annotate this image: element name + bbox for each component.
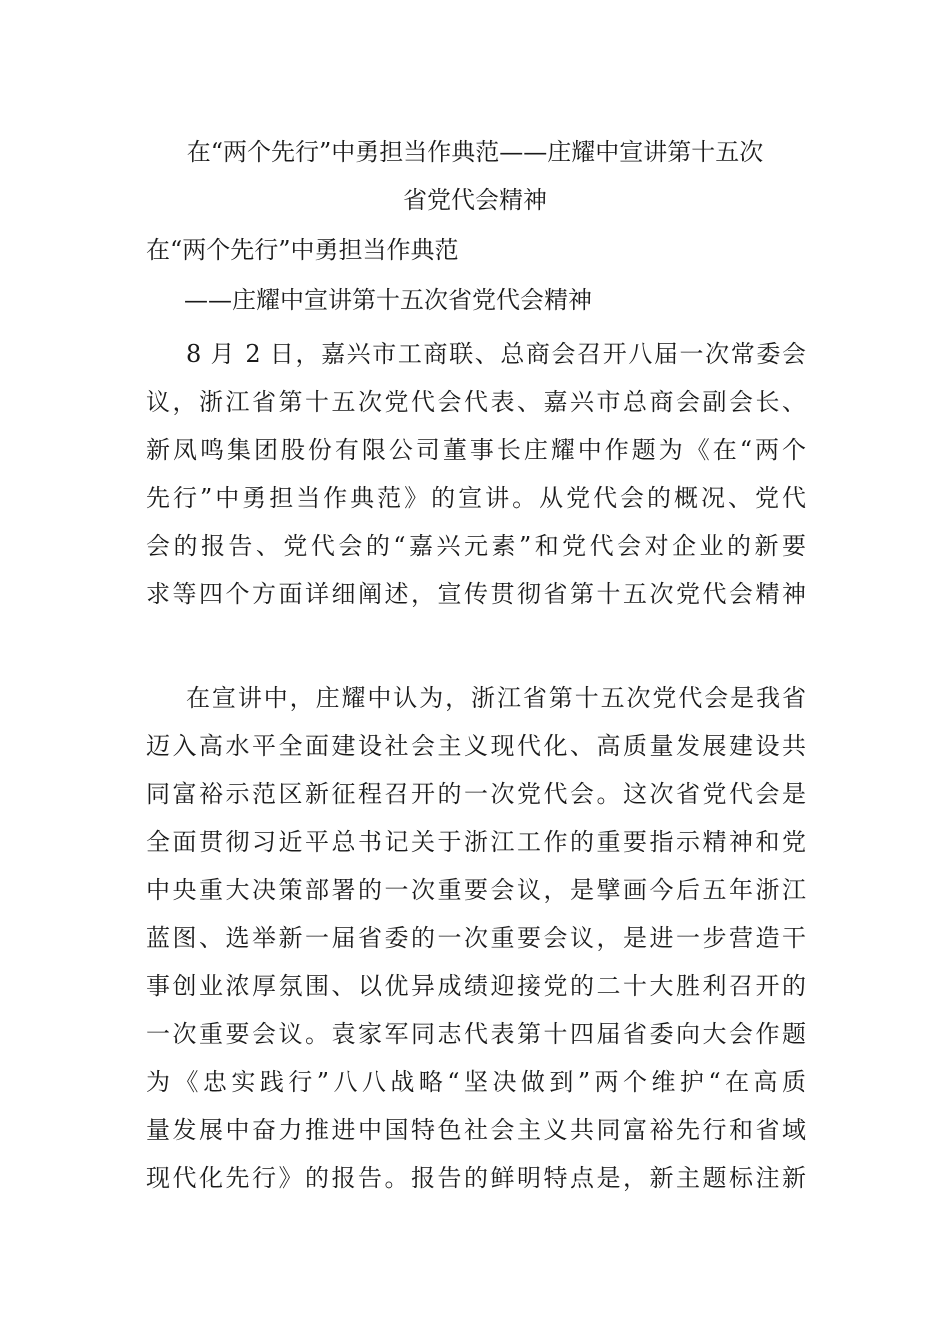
paragraph-line: 8 月 2 日，嘉兴市工商联、总商会召开八届一次常委会 bbox=[186, 340, 806, 368]
paragraph-line: 会的报告、党代会的“嘉兴元素”和党代会对企业的新要 bbox=[146, 532, 806, 560]
subheading-line-2: ——庄耀中宣讲第十五次省党代会精神 bbox=[184, 286, 592, 314]
paragraph-line: 先行”中勇担当作典范》的宣讲。从党代会的概况、党代 bbox=[146, 484, 806, 512]
paragraph-line: 同富裕示范区新征程召开的一次党代会。这次省党代会是 bbox=[146, 780, 806, 808]
paragraph-line: 迈入高水平全面建设社会主义现代化、高质量发展建设共 bbox=[146, 732, 806, 760]
paragraph-line: 量发展中奋力推进中国特色社会主义共同富裕先行和省域 bbox=[146, 1116, 806, 1144]
paragraph-line: 在宣讲中，庄耀中认为，浙江省第十五次党代会是我省 bbox=[186, 684, 806, 712]
paragraph-line: 事创业浓厚氛围、以优异成绩迎接党的二十大胜利召开的 bbox=[146, 972, 806, 1000]
paragraph-line: 现代化先行》的报告。报告的鲜明特点是，新主题标注新 bbox=[146, 1164, 806, 1192]
paragraph-line: 中央重大决策部署的一次重要会议，是擘画今后五年浙江 bbox=[146, 876, 806, 904]
paragraph-line: 全面贯彻习近平总书记关于浙江工作的重要指示精神和党 bbox=[146, 828, 806, 856]
paragraph-line: 蓝图、选举新一届省委的一次重要会议，是进一步营造干 bbox=[146, 924, 806, 952]
document-title-line-2: 省党代会精神 bbox=[403, 186, 547, 214]
paragraph-line: 求等四个方面详细阐述，宣传贯彻省第十五次党代会精神 bbox=[146, 580, 806, 608]
paragraph-2 bbox=[146, 674, 806, 1202]
paragraph-1 bbox=[146, 330, 806, 618]
document-title-line-1: 在“两个先行”中勇担当作典范——庄耀中宣讲第十五次 bbox=[186, 138, 764, 166]
paragraph-line: 议，浙江省第十五次党代会代表、嘉兴市总商会副会长、 bbox=[146, 388, 806, 416]
paragraph-line: 为《忠实践行”八八战略“坚决做到”两个维护“在高质 bbox=[146, 1068, 806, 1096]
paragraph-line: 一次重要会议。袁家军同志代表第十四届省委向大会作题 bbox=[146, 1020, 806, 1048]
paragraph-line: 新凤鸣集团股份有限公司董事长庄耀中作题为《在“两个 bbox=[146, 436, 806, 464]
subheading-line-1: 在“两个先行”中勇担当作典范 bbox=[146, 236, 459, 264]
